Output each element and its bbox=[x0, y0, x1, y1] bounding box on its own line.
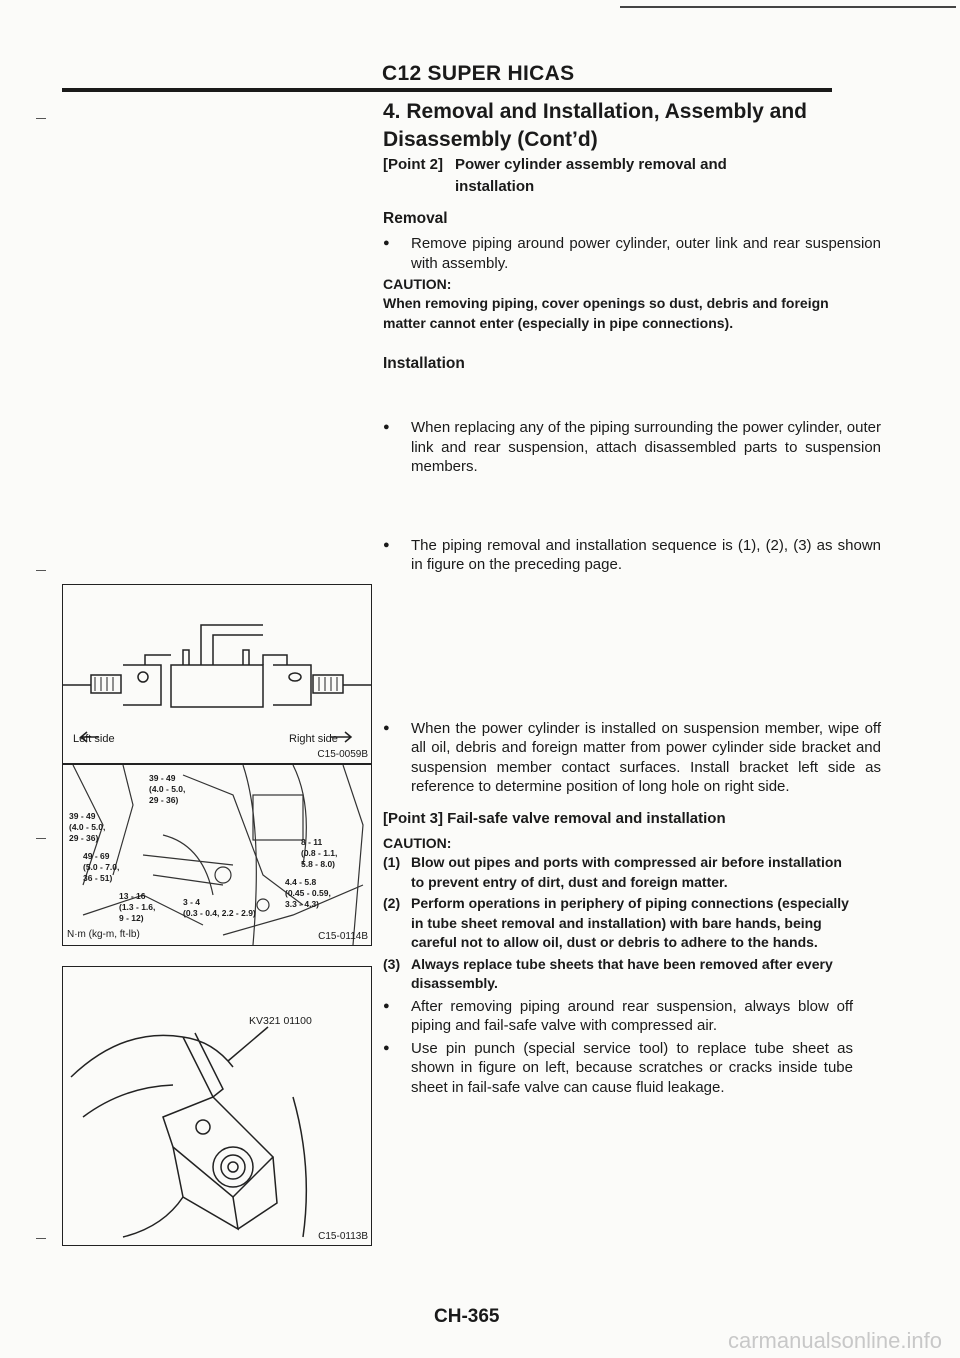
point2-label: [Point 2] bbox=[383, 156, 443, 173]
page-header-title: C12 SUPER HICAS bbox=[382, 62, 575, 85]
section-title: 4. Removal and Installation, Assembly and Disassembly (Cont’d) bbox=[383, 100, 808, 151]
torque-value: (1.3 - 1.6, bbox=[119, 902, 156, 912]
torque-label bbox=[119, 891, 179, 924]
torque-value: 49 - 69 bbox=[83, 851, 110, 861]
caution-item bbox=[383, 853, 853, 892]
torque-value: (0.3 - 0.4, 2.2 - 2.9) bbox=[183, 908, 256, 918]
torque-label bbox=[285, 877, 357, 910]
torque-value: 36 - 51) bbox=[83, 873, 113, 883]
removal-bullet: ● Remove piping around power cylinder, outer link and rear suspension with assembly. bbox=[383, 234, 881, 273]
torque-value: 39 - 49 bbox=[149, 773, 176, 783]
torque-value: 29 - 36) bbox=[149, 795, 179, 805]
torque-value: (5.0 - 7.0, bbox=[83, 862, 120, 872]
torque-label bbox=[149, 773, 219, 806]
torque-value: 29 - 36) bbox=[69, 833, 99, 843]
margin-mark bbox=[36, 1238, 46, 1239]
torque-unit-label: N·m (kg-m, ft-lb) bbox=[67, 929, 140, 940]
torque-value: 4.4 - 5.8 bbox=[285, 877, 317, 887]
torque-label bbox=[83, 851, 145, 884]
installation-heading: Installation bbox=[383, 355, 465, 372]
point3-caution-label: CAUTION: bbox=[383, 835, 452, 851]
caution-item-number: (3) bbox=[383, 955, 401, 972]
margin-mark bbox=[36, 838, 46, 839]
header-rule bbox=[62, 88, 832, 92]
torque-value: 13 - 16 bbox=[119, 891, 146, 901]
caution-item-number: (1) bbox=[383, 854, 401, 870]
point3-title: Fail-safe valve removal and installation bbox=[447, 810, 726, 827]
torque-label bbox=[69, 811, 131, 844]
removal-heading: Removal bbox=[383, 210, 448, 227]
watermark: carmanualsonline.info bbox=[727, 1328, 942, 1353]
point3-caution-list bbox=[383, 853, 853, 1097]
left-side-label: Left side bbox=[73, 733, 115, 745]
point3-label: [Point 3] bbox=[383, 810, 443, 827]
torque-value: (0.45 - 0.59, bbox=[285, 888, 331, 898]
power-cylinder-figure bbox=[62, 584, 372, 764]
installation-bullet-1: ● When replacing any of the piping surrounding the power cylinder, outer link and rear suspension, attach disassembled parts to suspension members. bbox=[383, 418, 881, 477]
fail-safe-valve-torque-figure bbox=[62, 764, 372, 946]
caution-item-text: Perform operations in periphery of piping connections (especially in tube sheet removal and installation) with bare hands, being careful not to allow oil, dust or debris to adhere to the hands. bbox=[411, 895, 849, 950]
valve-pin-punch-sketch bbox=[63, 967, 371, 1245]
caution-item-text: Blow out pipes and ports with compressed air before installation to prevent entry of dirt, dust and foreign matter. bbox=[411, 854, 842, 890]
torque-value: 39 - 49 bbox=[69, 811, 96, 821]
torque-value: 8 - 11 bbox=[301, 837, 323, 847]
point3-bullet-2: ● Use pin punch (special service tool) to replace tube sheet as shown in figure on left, because scratches or cracks inside tube sheet in fail-safe valve can cause fluid leakage. bbox=[383, 1039, 853, 1098]
removal-caution-text: When removing piping, cover openings so dust, debris and foreign matter cannot enter (especially in pipe connections). bbox=[383, 295, 829, 331]
torque-value: 3.3 - 4.3) bbox=[285, 899, 320, 909]
torque-label bbox=[301, 837, 369, 870]
torque-value: (4.0 - 5.0, bbox=[69, 822, 106, 832]
caution-item-number: (2) bbox=[383, 895, 401, 911]
removal-caution-label: CAUTION: bbox=[383, 276, 452, 292]
torque-value: 9 - 12) bbox=[119, 913, 144, 923]
figure-code: C15-0059B bbox=[317, 749, 368, 760]
bracket-bullet: ● When the power cylinder is installed on suspension member, wipe off all oil, debris and foreign matter from power cylinder side bracket and suspension member contact surfaces. Install bracket left side as reference to determine position of long hole on right side. bbox=[383, 719, 881, 797]
caution-item bbox=[383, 955, 853, 994]
torque-value: (0.8 - 1.1, bbox=[301, 848, 338, 858]
installation-bullet-2: ● The piping removal and installation sequence is (1), (2), (3) as shown in figure on the preceding page. bbox=[383, 536, 881, 575]
page-number: CH-365 bbox=[434, 1306, 500, 1327]
torque-label bbox=[183, 897, 293, 919]
special-tool-label: KV321 01100 bbox=[249, 1015, 312, 1027]
torque-value: (4.0 - 5.0, bbox=[149, 784, 186, 794]
margin-mark bbox=[36, 570, 46, 571]
point2-title: Power cylinder assembly removal and installation bbox=[455, 156, 727, 195]
caution-item bbox=[383, 894, 853, 953]
figure-code: C15-0113B bbox=[318, 1231, 368, 1242]
point2-heading bbox=[383, 154, 853, 198]
torque-value: 5.8 - 8.0) bbox=[301, 859, 336, 869]
margin-mark bbox=[36, 118, 46, 119]
point3-bullet-1: ● After removing piping around rear suspension, always blow off piping and fail-safe valve with compressed air. bbox=[383, 997, 853, 1036]
point3-heading bbox=[383, 808, 853, 830]
tube-sheet-tool-figure bbox=[62, 966, 372, 1246]
right-side-label: Right side bbox=[289, 733, 338, 745]
caution-item-text: Always replace tube sheets that have been removed after every disassembly. bbox=[411, 955, 833, 991]
figure-code: C15-0114B bbox=[318, 931, 368, 942]
top-scan-line bbox=[620, 6, 956, 8]
torque-value: 3 - 4 bbox=[183, 897, 201, 907]
